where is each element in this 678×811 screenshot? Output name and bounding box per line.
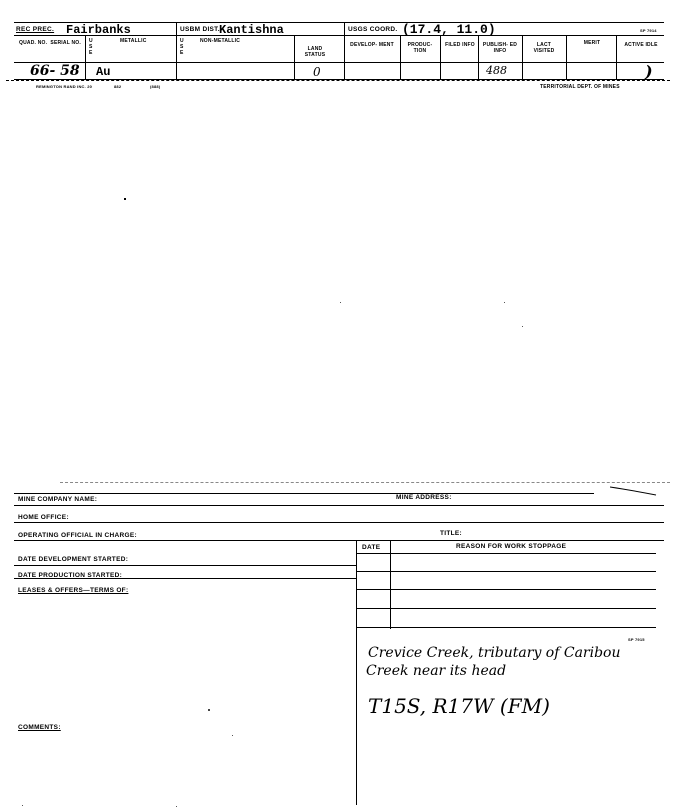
rule [356, 608, 656, 609]
speck [504, 302, 505, 303]
divider [294, 35, 295, 79]
col-filed-info: FILED INFO [445, 42, 475, 48]
comments-label: COMMENTS: [18, 724, 61, 731]
perforation-line [6, 80, 670, 81]
home-office-label: HOME OFFICE: [18, 514, 69, 521]
col-quad-serial [16, 40, 84, 46]
col-serial: SERIAL NO. [50, 40, 81, 46]
note-line-3: T15S, R17W (FM) [368, 694, 550, 718]
rule [14, 505, 664, 506]
rule [14, 540, 664, 541]
speck [176, 806, 177, 807]
rule [356, 571, 656, 572]
date-development-label: DATE DEVELOPMENT STARTED: [18, 556, 129, 563]
divider [478, 35, 479, 79]
rule [14, 522, 664, 523]
speck [208, 709, 210, 711]
col-production: PRODUC- TION [407, 42, 433, 54]
usgs-coord-label: USGS COORD. [348, 26, 398, 33]
reason-column-header: REASON FOR WORK STOPPAGE [456, 543, 567, 550]
divider [85, 35, 86, 79]
usbm-dist-value: Kantishna [219, 23, 284, 37]
usgs-coord-value: (17.4, 11.0) [402, 22, 496, 37]
note-line-1: Crevice Creek, tributary of Caribou [368, 645, 621, 661]
rec-prec-label: REC PREC. [16, 26, 55, 33]
divider [522, 35, 523, 79]
date-production-label: DATE PRODUCTION STARTED: [18, 572, 123, 579]
col-last-visited: LACT VISITED [533, 42, 555, 54]
divider [616, 35, 617, 79]
col-land-status: LAND STATUS [304, 46, 326, 58]
divider [356, 540, 357, 805]
footer-department: TERRITORIAL DEPT. OF MINES [540, 84, 620, 90]
divider [176, 22, 177, 79]
record-quad-serial: 66- 58 [30, 63, 80, 79]
col-nonmetallic: NON-METALLIC [200, 38, 241, 44]
col-metallic: METALLIC [120, 38, 147, 44]
record-land-status: 0 [313, 65, 321, 79]
mine-company-name-label: MINE COMPANY NAME: [18, 496, 98, 503]
operating-official-label: OPERATING OFFICIAL IN CHARGE: [18, 532, 137, 539]
rule [14, 565, 356, 566]
footer-printer: REMINGTON RAND INC. 20 [36, 84, 93, 89]
speck [232, 735, 233, 736]
form-number: SP 7914 [640, 28, 657, 33]
footer-code: 882 [114, 84, 122, 89]
col-use-metallic: U S E [89, 38, 93, 56]
date-column-header: DATE [362, 544, 381, 551]
record-published-info: 488 [486, 64, 507, 77]
form-number-2: SP 7915 [628, 637, 645, 642]
col-active-idle: ACTIVE IDLE [624, 42, 658, 48]
col-quad: QUAD. NO. [19, 40, 48, 46]
rule [356, 589, 656, 590]
note-line-2: Creek near its head [366, 663, 507, 679]
lower-top-rule [60, 482, 670, 483]
title-label: TITLE: [440, 530, 463, 537]
usbm-dist-label: USBM DIST. [180, 26, 220, 33]
record-metallic: Au [96, 65, 111, 79]
rule [356, 627, 656, 628]
col-development: DEVELOP- MENT [350, 42, 394, 48]
divider [344, 22, 345, 79]
speck [522, 326, 523, 327]
divider [390, 541, 391, 629]
divider [566, 35, 567, 79]
col-use-nonmetallic: U S E [180, 38, 184, 56]
rec-prec-value: Fairbanks [66, 23, 131, 37]
record-active-idle: ) [645, 62, 653, 81]
rule [356, 553, 656, 554]
speck [22, 805, 23, 806]
rule [14, 493, 594, 494]
rule [14, 578, 356, 579]
speck [124, 198, 126, 200]
divider [440, 35, 441, 79]
speck [340, 302, 341, 303]
leases-label: LEASES & OFFERS—TERMS OF: [18, 587, 129, 594]
mine-address-label: MINE ADDRESS: [396, 494, 452, 501]
footer-code-2: (888) [150, 84, 161, 89]
col-merit: MERIT [583, 40, 601, 46]
col-published-info: PUBLISH- ED INFO [482, 42, 518, 54]
pen-stroke [610, 484, 658, 498]
divider [400, 35, 401, 79]
